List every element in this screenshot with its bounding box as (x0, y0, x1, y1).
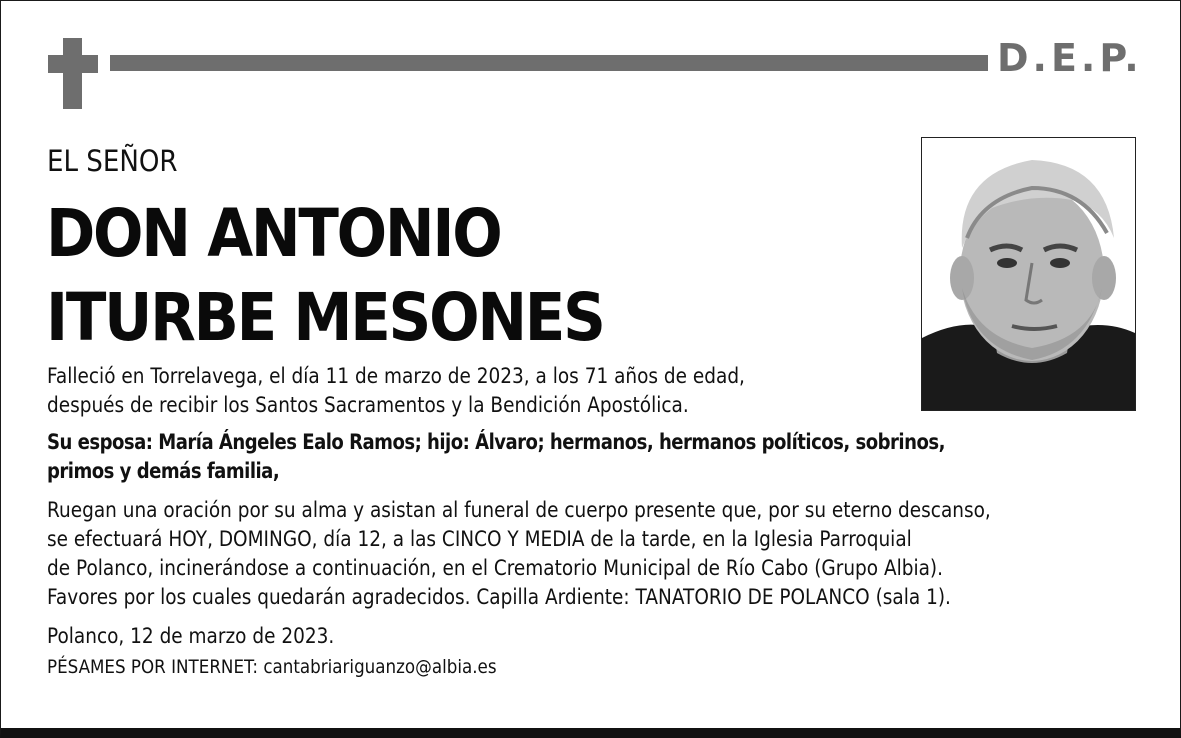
funeral-request (47, 496, 991, 612)
request-line-2: se efectuará HOY, DOMINGO, día 12, a las CINCO Y MEDIA de la tarde, en la Iglesia Parroquial (47, 527, 912, 551)
name-line-1: DON ANTONIO (46, 195, 501, 272)
honorific: EL SEÑOR (47, 144, 178, 178)
request-line-1: Ruegan una oración por su alma y asistan al funeral de cuerpo presente que, por su eterno descanso, (47, 498, 991, 522)
family-line-2: primos y demás familia, (47, 459, 280, 483)
name-line-2: ITURBE MESONES (46, 279, 604, 356)
request-line-4: Favores por los cuales quedarán agradecidos. Capilla Ardiente: TANATORIO DE POLANCO (sala 1). (47, 585, 951, 609)
header-rule (110, 55, 988, 71)
place-date: Polanco, 12 de marzo de 2023. (47, 624, 335, 648)
family-list (47, 428, 945, 486)
portrait-photo (921, 137, 1136, 411)
request-line-3: de Polanco, incinerándose a continuación, en el Crematorio Municipal de Río Cabo (Grupo Albia). (47, 556, 944, 580)
deceased-name (46, 192, 820, 360)
death-details (47, 362, 745, 420)
death-line-1: Falleció en Torrelavega, el día 11 de marzo de 2023, a los 71 años de edad, (47, 364, 745, 388)
death-line-2: después de recibir los Santos Sacramentos y la Bendición Apostólica. (47, 393, 689, 417)
family-line-1: Su esposa: María Ángeles Ealo Ramos; hijo: Álvaro; hermanos, hermanos políticos, sobrinos, (47, 430, 945, 454)
condolences-line: PÉSAMES POR INTERNET: cantabriariguanzo@albia.es (47, 656, 497, 678)
dep-mark: D.E.P. (997, 36, 1143, 80)
